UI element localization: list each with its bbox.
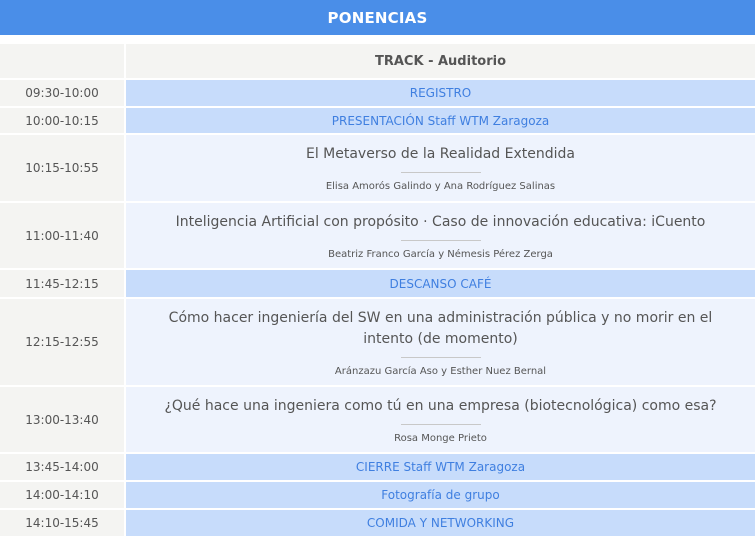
talk-speakers: Beatriz Franco García y Némesis Pérez Zerga xyxy=(328,248,553,260)
activity-cell xyxy=(126,80,755,106)
activity-label: DESCANSO CAFÉ xyxy=(389,276,492,291)
activity-label: PRESENTACIÓN Staff WTM Zaragoza xyxy=(331,113,550,128)
divider xyxy=(401,357,481,358)
time-cell: 10:15-10:55 xyxy=(0,135,126,201)
activity-cell xyxy=(126,510,755,536)
talk-title: El Metaverso de la Realidad Extendida xyxy=(305,146,575,162)
schedule-row-talk-ia xyxy=(0,203,755,270)
activity-label: COMIDA Y NETWORKING xyxy=(366,516,515,530)
time-cell: 13:00-13:40 xyxy=(0,387,126,452)
time-cell: 12:15-12:55 xyxy=(0,299,126,385)
talk-title: ¿Qué hace una ingeniera como tú en una empresa (biotecnológica) como esa? xyxy=(164,397,717,414)
schedule-row-registro xyxy=(0,80,755,108)
divider xyxy=(401,424,481,425)
talk-title: Cómo hacer ingeniería del SW en una administración pública y no morir en el intento (de momento) xyxy=(168,309,713,347)
schedule-row-talk-sw xyxy=(0,299,755,387)
activity-label: Fotografía de grupo xyxy=(381,488,500,502)
talk-cell xyxy=(126,135,755,201)
activity-label: REGISTRO xyxy=(409,86,472,100)
talk-cell xyxy=(126,387,755,452)
activity-cell xyxy=(126,270,755,297)
time-cell-empty xyxy=(0,44,126,78)
activity-cell xyxy=(126,482,755,508)
track-header-row xyxy=(0,44,755,80)
page-header xyxy=(0,0,755,35)
schedule-row-presentacion xyxy=(0,108,755,135)
schedule-row-talk-metaverso xyxy=(0,135,755,203)
time-cell: 11:45-12:15 xyxy=(0,270,126,297)
talk-speakers: Aránzazu García Aso y Esther Nuez Bernal xyxy=(334,365,547,377)
schedule-row-descanso xyxy=(0,270,755,299)
time-cell: 10:00-10:15 xyxy=(0,108,126,133)
track-title xyxy=(126,44,755,78)
activity-label: CIERRE Staff WTM Zaragoza xyxy=(355,460,526,474)
talk-speakers: Elisa Amorós Galindo y Ana Rodríguez Salinas xyxy=(325,181,556,192)
talk-cell xyxy=(126,203,755,268)
schedule-row-cierre xyxy=(0,454,755,482)
time-cell: 09:30-10:00 xyxy=(0,80,126,106)
schedule-table xyxy=(0,44,755,538)
track-label: TRACK - Auditorio xyxy=(374,53,507,69)
activity-cell xyxy=(126,108,755,133)
activity-cell xyxy=(126,454,755,480)
schedule-row-talk-biotec xyxy=(0,387,755,454)
schedule-row-comida xyxy=(0,510,755,538)
time-cell: 14:00-14:10 xyxy=(0,482,126,508)
talk-cell xyxy=(126,299,755,385)
time-cell: 14:10-15:45 xyxy=(0,510,126,536)
talk-speakers: Rosa Monge Prieto xyxy=(394,432,487,444)
schedule-row-foto xyxy=(0,482,755,510)
divider xyxy=(401,240,481,241)
talk-title: Inteligencia Artificial con propósito · Caso de innovación educativa: iCuento xyxy=(175,213,706,230)
header-title: PONENCIAS xyxy=(327,8,428,27)
time-cell: 13:45-14:00 xyxy=(0,454,126,480)
time-cell: 11:00-11:40 xyxy=(0,203,126,268)
divider xyxy=(401,172,481,173)
